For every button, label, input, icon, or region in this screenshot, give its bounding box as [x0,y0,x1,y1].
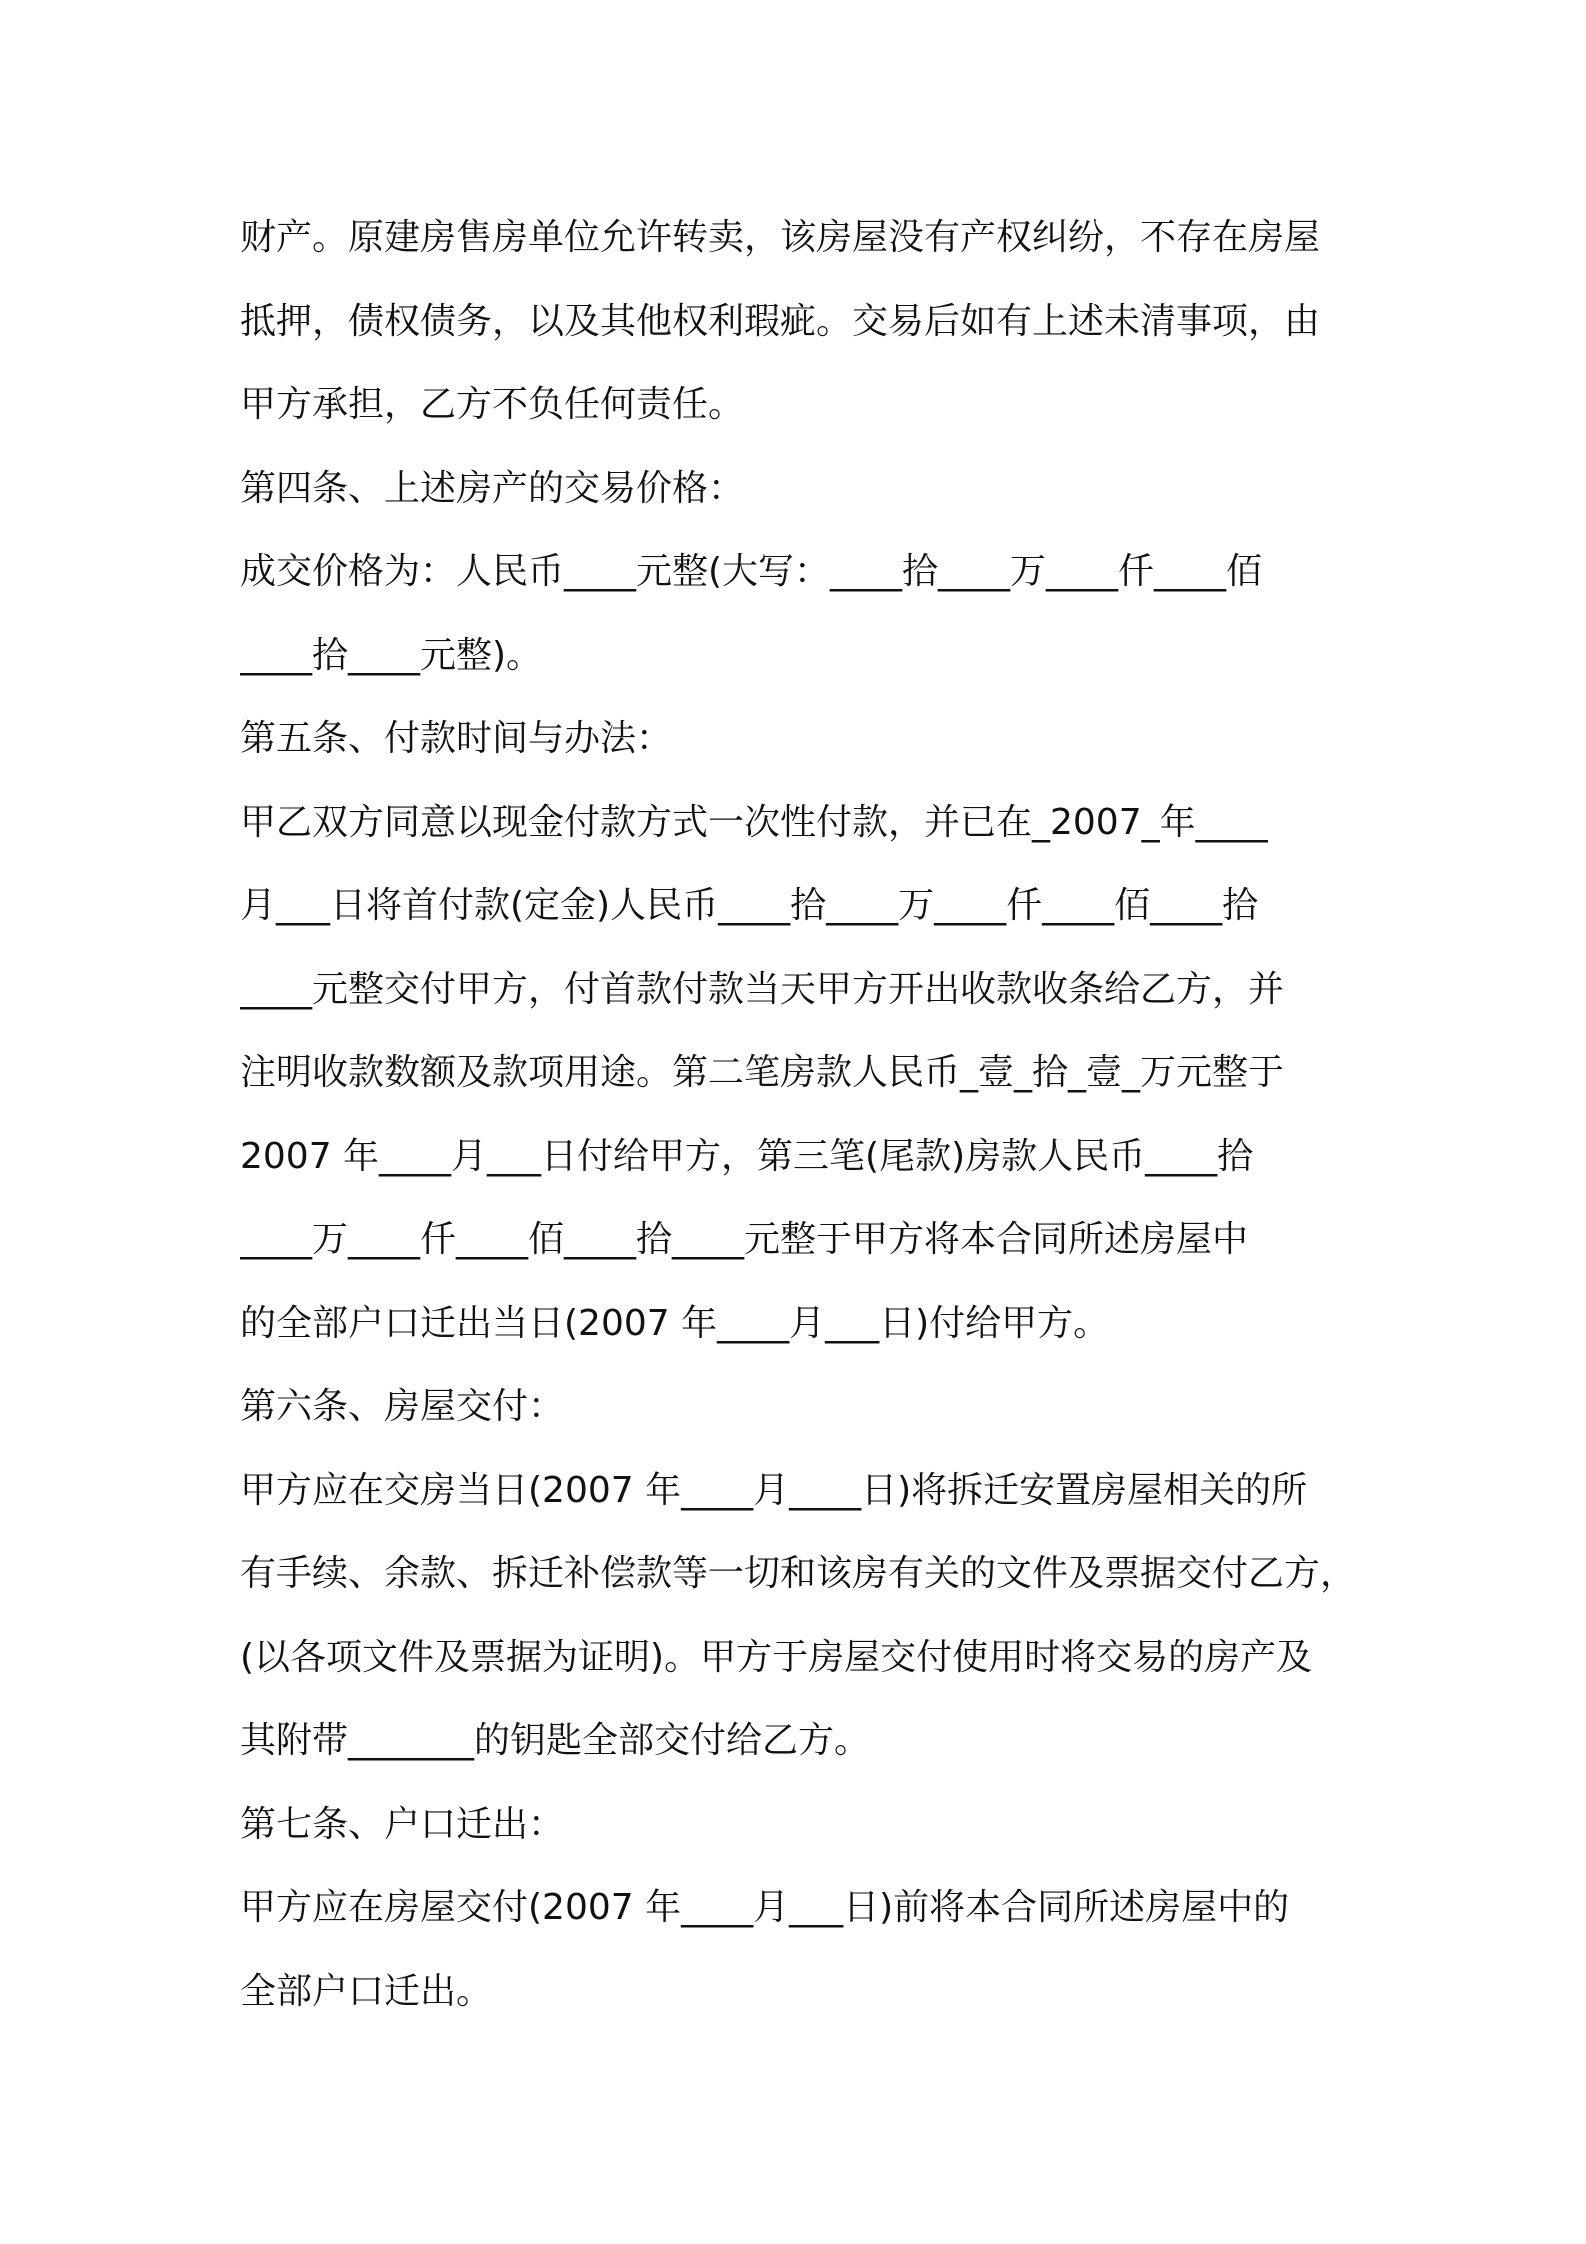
text-line: 的全部户口迁出当日(2007 年____月___日)付给甲方。 [240,1302,1110,1344]
text-line: 成交价格为：人民币____元整(大写：____拾____万____仟____佰 [240,551,1263,592]
text-line: 其附带_______的钥匙全部交付给乙方。 [240,1720,871,1761]
text-line: 2007 年____月___日付给甲方，第三笔(尾款)房款人民币____拾 [240,1135,1254,1177]
text-line: 甲乙双方同意以现金付款方式一次性付款，并已在_2007_年____ [240,801,1268,843]
text-line: ____拾____元整)。 [240,634,543,676]
section-heading-article-6: 第六条、房屋交付： [240,1386,565,1427]
text-line: 抵押，债权债务，以及其他权利瑕疵。交易后如有上述未清事项，由 [240,300,1321,342]
text-line: 财产。原建房售房单位允许转卖，该房屋没有产权纠纷，不存在房屋 [240,217,1321,258]
text-line: 甲方承担，乙方不负任何责任。 [240,384,745,425]
section-heading-article-7: 第七条、户口迁出： [240,1803,565,1845]
text-line: ____元整交付甲方，付首款付款当天甲方开出收款收条给乙方，并 [240,968,1285,1010]
section-heading-article-5: 第五条、付款时间与办法： [240,718,673,759]
section-heading-article-4: 第四条、上述房产的交易价格： [240,467,745,509]
text-line: ____万____仟____佰____拾____元整于甲方将本合同所述房屋中 [240,1219,1249,1260]
text-line: 注明收款数额及款项用途。第二笔房款人民币_壹_拾_壹_万元整于 [240,1052,1285,1093]
text-line: 甲方应在房屋交付(2007 年____月___日)前将本合同所述房屋中的 [240,1887,1290,1928]
text-line: 甲方应在交房当日(2007 年____月____日)将拆迁安置房屋相关的所 [240,1469,1308,1511]
document-body [240,196,1360,2033]
text-line: 有手续、余款、拆迁补偿款等一切和该房有关的文件及票据交付乙方， [240,1553,1357,1594]
text-line: 月___日将首付款(定金)人民币____拾____万____仟____佰____拾 [240,885,1259,926]
text-line: (以各项文件及票据为证明)。甲方于房屋交付使用时将交易的房产及 [240,1636,1313,1678]
text-line: 全部户口迁出。 [240,1970,493,2012]
